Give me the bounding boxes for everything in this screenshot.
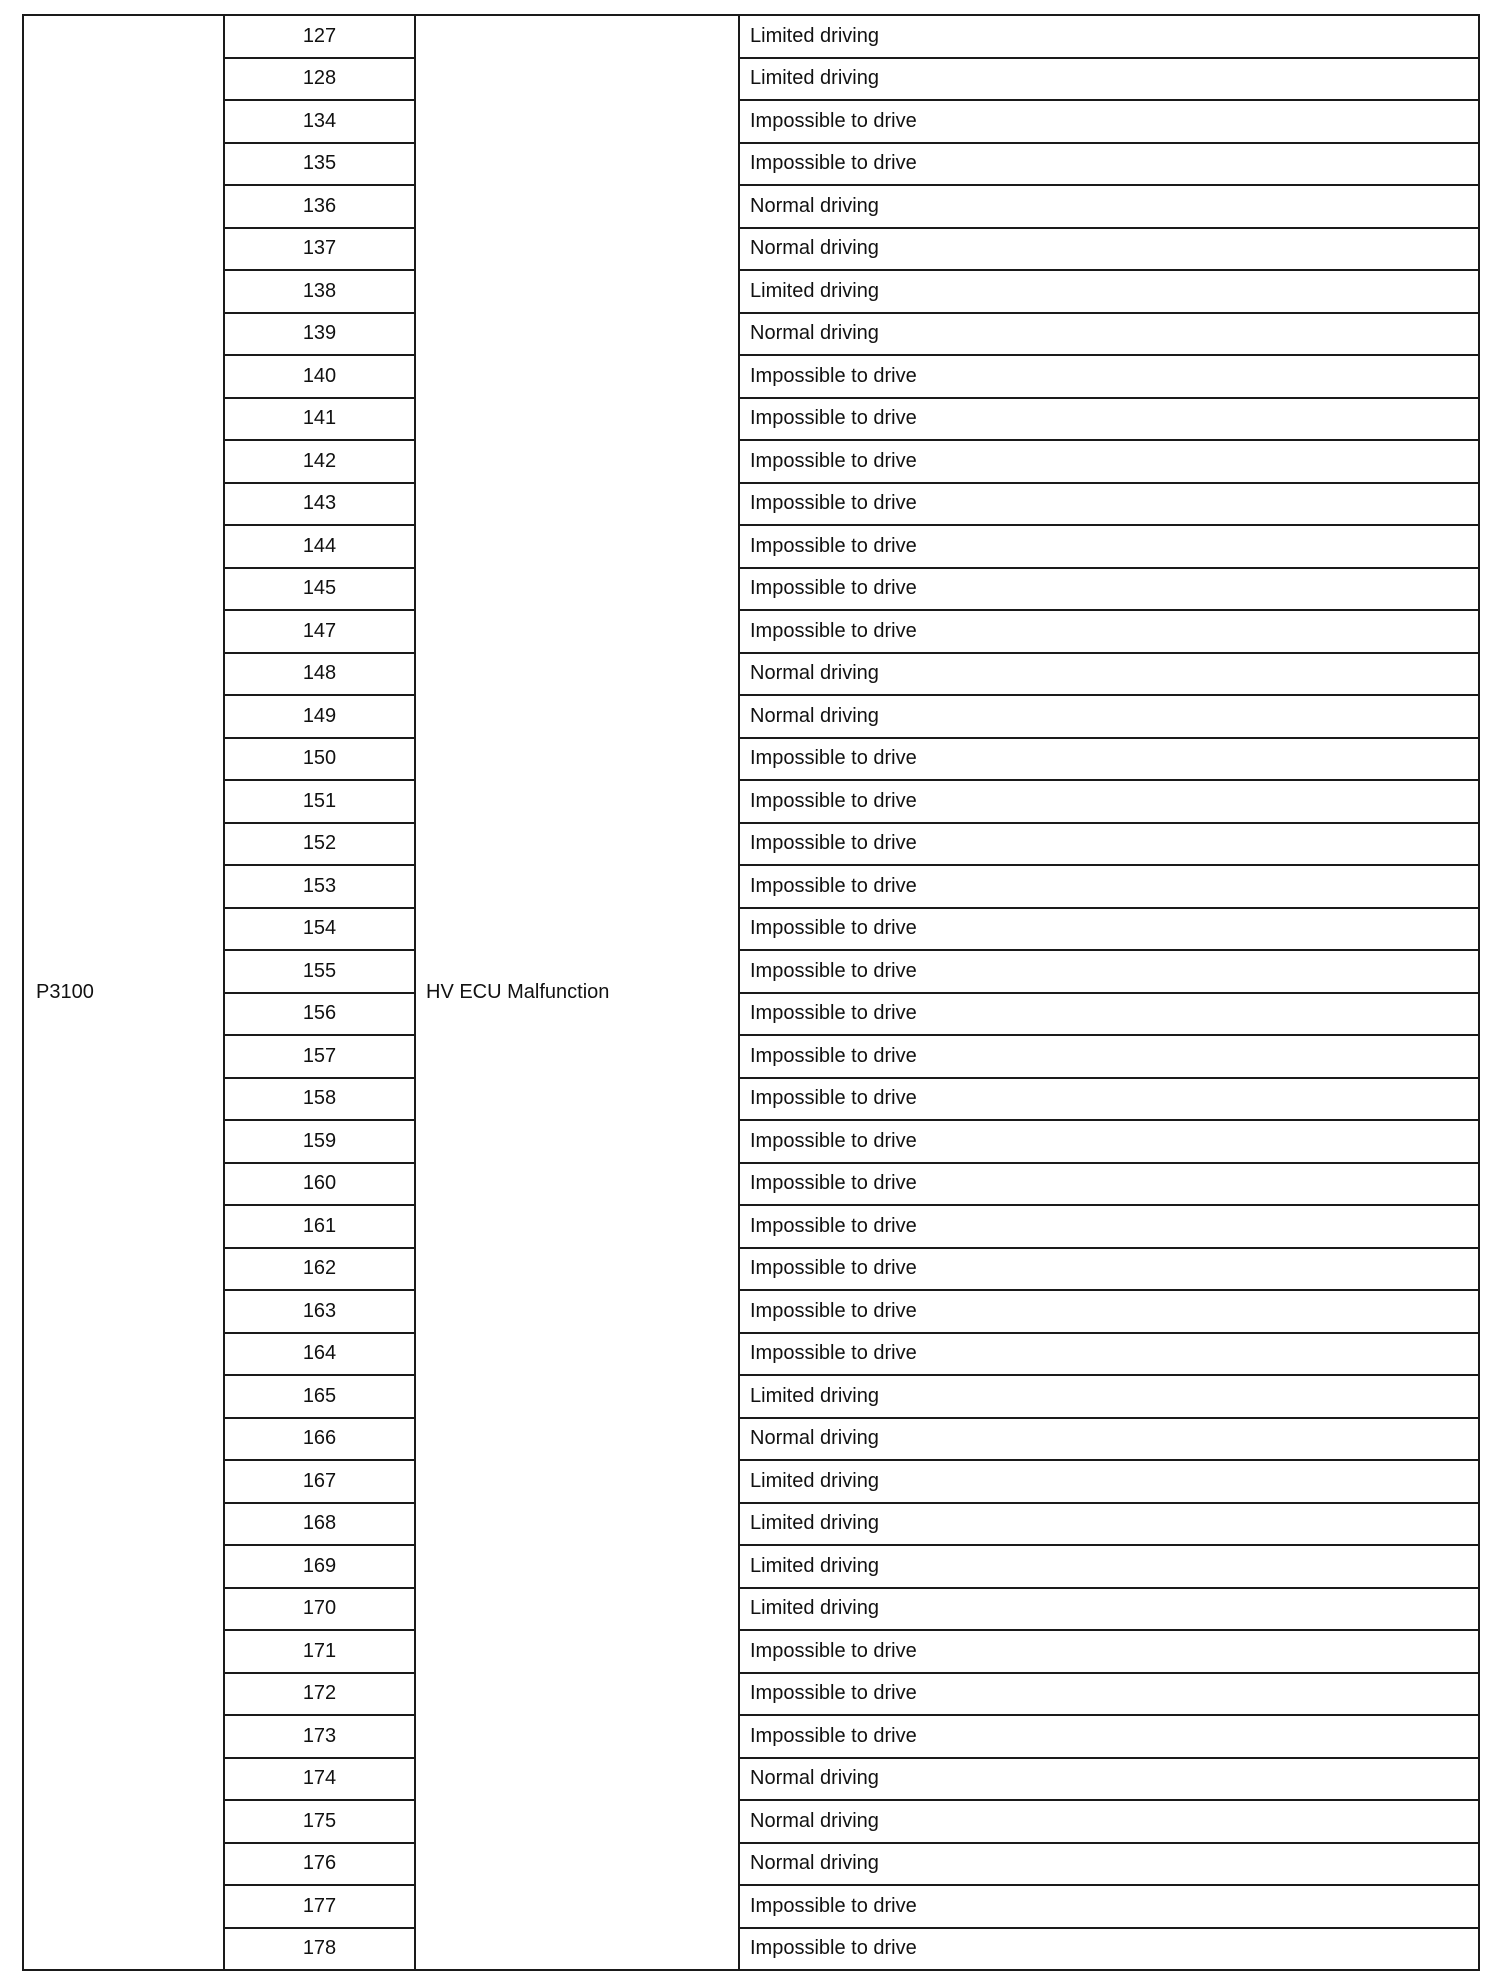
info-code-cell: 148 — [224, 653, 415, 696]
driving-mode-cell: Impossible to drive — [739, 865, 1479, 908]
info-code-cell: 161 — [224, 1205, 415, 1248]
info-code-cell: 143 — [224, 483, 415, 526]
info-code-cell: 174 — [224, 1758, 415, 1801]
info-code-cell: 164 — [224, 1333, 415, 1376]
driving-mode-cell: Limited driving — [739, 1503, 1479, 1546]
table-row — [23, 1800, 1479, 1843]
driving-mode-cell: Normal driving — [739, 695, 1479, 738]
driving-mode-cell: Normal driving — [739, 1800, 1479, 1843]
driving-mode-cell: Impossible to drive — [739, 525, 1479, 568]
info-code-cell: 159 — [224, 1120, 415, 1163]
driving-mode-cell: Impossible to drive — [739, 143, 1479, 186]
table-row — [23, 780, 1479, 823]
table-row — [23, 865, 1479, 908]
dtc-code-cell: P3100 — [23, 15, 224, 1970]
info-code-cell: 154 — [224, 908, 415, 951]
table-row — [23, 1588, 1479, 1631]
driving-mode-cell: Impossible to drive — [739, 1673, 1479, 1716]
table-row — [23, 1333, 1479, 1376]
table-row — [23, 1928, 1479, 1971]
driving-mode-cell: Normal driving — [739, 313, 1479, 356]
table-row — [23, 1290, 1479, 1333]
driving-mode-cell: Normal driving — [739, 1418, 1479, 1461]
table-row — [23, 1545, 1479, 1588]
table-row — [23, 270, 1479, 313]
driving-mode-cell: Impossible to drive — [739, 780, 1479, 823]
driving-mode-cell: Impossible to drive — [739, 823, 1479, 866]
info-code-cell: 163 — [224, 1290, 415, 1333]
info-code-cell: 160 — [224, 1163, 415, 1206]
driving-mode-cell: Impossible to drive — [739, 950, 1479, 993]
table-row — [23, 1375, 1479, 1418]
table-row — [23, 950, 1479, 993]
info-code-cell: 170 — [224, 1588, 415, 1631]
driving-mode-cell: Impossible to drive — [739, 440, 1479, 483]
driving-mode-cell: Impossible to drive — [739, 1715, 1479, 1758]
info-code-cell: 142 — [224, 440, 415, 483]
info-code-cell: 149 — [224, 695, 415, 738]
driving-mode-cell: Limited driving — [739, 1588, 1479, 1631]
info-code-cell: 158 — [224, 1078, 415, 1121]
info-code-cell: 128 — [224, 58, 415, 101]
info-code-cell: 134 — [224, 100, 415, 143]
info-code-cell: 173 — [224, 1715, 415, 1758]
driving-mode-cell: Impossible to drive — [739, 355, 1479, 398]
driving-mode-cell: Limited driving — [739, 1460, 1479, 1503]
info-code-cell: 141 — [224, 398, 415, 441]
info-code-cell: 151 — [224, 780, 415, 823]
driving-mode-cell: Limited driving — [739, 270, 1479, 313]
driving-mode-cell: Impossible to drive — [739, 100, 1479, 143]
table-row — [23, 610, 1479, 653]
table-row — [23, 1248, 1479, 1291]
driving-mode-cell: Impossible to drive — [739, 908, 1479, 951]
info-code-cell: 171 — [224, 1630, 415, 1673]
table-row — [23, 100, 1479, 143]
driving-mode-cell: Limited driving — [739, 1545, 1479, 1588]
info-code-cell: 167 — [224, 1460, 415, 1503]
table-row — [23, 313, 1479, 356]
table-row — [23, 1035, 1479, 1078]
info-code-cell: 147 — [224, 610, 415, 653]
driving-mode-cell: Impossible to drive — [739, 398, 1479, 441]
table-row — [23, 440, 1479, 483]
info-code-cell: 157 — [224, 1035, 415, 1078]
info-code-cell: 165 — [224, 1375, 415, 1418]
driving-mode-cell: Impossible to drive — [739, 993, 1479, 1036]
table-row — [23, 1630, 1479, 1673]
info-code-cell: 150 — [224, 738, 415, 781]
table-row — [23, 993, 1479, 1036]
dtc-table — [22, 14, 1480, 1971]
info-code-cell: 136 — [224, 185, 415, 228]
table-row — [23, 908, 1479, 951]
driving-mode-cell: Normal driving — [739, 1758, 1479, 1801]
driving-mode-cell: Impossible to drive — [739, 610, 1479, 653]
info-code-cell: 135 — [224, 143, 415, 186]
table-row — [23, 1205, 1479, 1248]
driving-mode-cell: Impossible to drive — [739, 568, 1479, 611]
driving-mode-cell: Impossible to drive — [739, 1333, 1479, 1376]
driving-mode-cell: Normal driving — [739, 1843, 1479, 1886]
driving-mode-cell: Impossible to drive — [739, 738, 1479, 781]
table-row — [23, 143, 1479, 186]
info-code-cell: 144 — [224, 525, 415, 568]
info-code-cell: 169 — [224, 1545, 415, 1588]
table-row — [23, 1503, 1479, 1546]
table-row — [23, 58, 1479, 101]
info-code-cell: 155 — [224, 950, 415, 993]
table-row — [23, 1843, 1479, 1886]
driving-mode-cell: Normal driving — [739, 185, 1479, 228]
table-row — [23, 483, 1479, 526]
table-row — [23, 738, 1479, 781]
driving-mode-cell: Impossible to drive — [739, 1290, 1479, 1333]
table-row — [23, 398, 1479, 441]
table-row — [23, 823, 1479, 866]
driving-mode-cell: Impossible to drive — [739, 1163, 1479, 1206]
driving-mode-cell: Impossible to drive — [739, 1205, 1479, 1248]
info-code-cell: 152 — [224, 823, 415, 866]
dtc-table-body — [23, 15, 1479, 1970]
table-row — [23, 1163, 1479, 1206]
table-row — [23, 695, 1479, 738]
table-row — [23, 1120, 1479, 1163]
info-code-cell: 177 — [224, 1885, 415, 1928]
info-code-cell: 162 — [224, 1248, 415, 1291]
driving-mode-cell: Limited driving — [739, 1375, 1479, 1418]
table-row — [23, 228, 1479, 271]
driving-mode-cell: Impossible to drive — [739, 1035, 1479, 1078]
table-row — [23, 1758, 1479, 1801]
info-code-cell: 168 — [224, 1503, 415, 1546]
driving-mode-cell: Normal driving — [739, 228, 1479, 271]
info-code-cell: 138 — [224, 270, 415, 313]
info-code-cell: 176 — [224, 1843, 415, 1886]
driving-mode-cell: Impossible to drive — [739, 1078, 1479, 1121]
table-row — [23, 653, 1479, 696]
table-row — [23, 1673, 1479, 1716]
info-code-cell: 175 — [224, 1800, 415, 1843]
info-code-cell: 153 — [224, 865, 415, 908]
driving-mode-cell: Impossible to drive — [739, 483, 1479, 526]
info-code-cell: 139 — [224, 313, 415, 356]
table-row — [23, 1460, 1479, 1503]
table-row — [23, 525, 1479, 568]
table-row — [23, 15, 1479, 58]
table-row — [23, 355, 1479, 398]
info-code-cell: 172 — [224, 1673, 415, 1716]
info-code-cell: 137 — [224, 228, 415, 271]
info-code-cell: 156 — [224, 993, 415, 1036]
detection-item-cell: HV ECU Malfunction — [415, 15, 739, 1970]
table-row — [23, 185, 1479, 228]
table-row — [23, 1715, 1479, 1758]
info-code-cell: 145 — [224, 568, 415, 611]
driving-mode-cell: Limited driving — [739, 15, 1479, 58]
table-row — [23, 1078, 1479, 1121]
table-row — [23, 1418, 1479, 1461]
info-code-cell: 127 — [224, 15, 415, 58]
driving-mode-cell: Impossible to drive — [739, 1928, 1479, 1971]
driving-mode-cell: Limited driving — [739, 58, 1479, 101]
driving-mode-cell: Impossible to drive — [739, 1120, 1479, 1163]
table-row — [23, 1885, 1479, 1928]
info-code-cell: 178 — [224, 1928, 415, 1971]
driving-mode-cell: Impossible to drive — [739, 1248, 1479, 1291]
driving-mode-cell: Normal driving — [739, 653, 1479, 696]
driving-mode-cell: Impossible to drive — [739, 1885, 1479, 1928]
table-row — [23, 568, 1479, 611]
driving-mode-cell: Impossible to drive — [739, 1630, 1479, 1673]
info-code-cell: 140 — [224, 355, 415, 398]
info-code-cell: 166 — [224, 1418, 415, 1461]
